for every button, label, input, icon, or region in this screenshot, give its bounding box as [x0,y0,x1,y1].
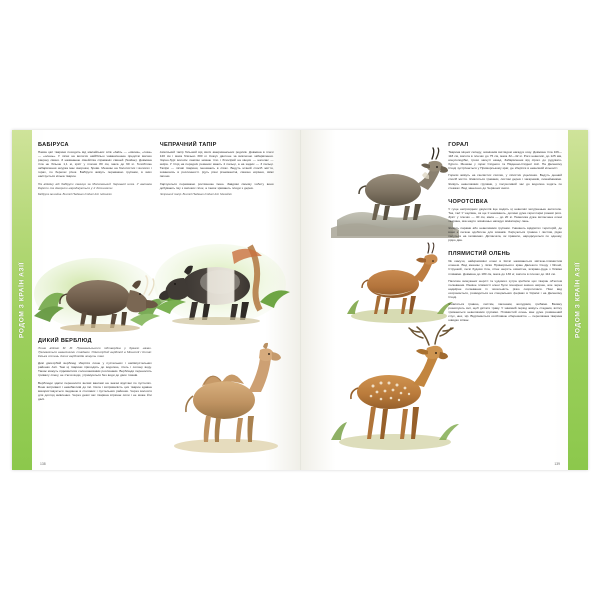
entry-title-spotted-deer: ПЛЯМИСТИЙ ОЛЕНЬ [448,251,511,258]
illustration-tapir [154,238,294,330]
right-page-body [327,142,563,452]
right-page [301,130,589,470]
caption-babirussa: Бабіруса звичайна. Вигляд Південно-Східної Азії. Індонезія [38,192,112,196]
left-page-column-1 [38,142,152,452]
entry-block-camel-text [38,338,152,404]
folio-left: 138 [40,462,46,466]
entry-title-tapir: ЧЕПРАЧНИЙ ТАПІР [159,142,217,148]
entry-text-camel-p3: Верблюди здатні переносити великі вантажі на значні відстані по пустелях. Вони витривалі і невибагливі до їжі. Сила і витривалість цих тварин здавна використовується людиною в степових і пустельних районах. Через волосся для догляд живлення. Через деякі час тварина втрачає сили і не може йти далі. [38,380,152,401]
illustration-spotted-deer [327,328,463,458]
right-running-head-tab [568,130,588,470]
left-page [12,130,301,470]
entry-text-tapir-p1: Азіатський тапір більший від своїх американських родичів. Довжина в плечі 120 см і маса близько 300 кг. Кожух двотоне за виключно забарвлення. Чорно-бурі волосіє ламляє нижню тіло і білосірий на кінцях — наголас — шкіра. У Схід на передніх ременях мають 4 пальці, а на задніх — 3 пальці. Тапіри — лісові тварини, мешкають в лісах. Ведуть нічний спосіб життя, ховаючись в рослинності. Ідуть різні різноманітні, смачно коріння, свіжі пагони. [159,150,274,179]
left-page-column-2 [160,142,274,452]
entry-title-camel: ДИКИЙ ВЕРБЛЮД [38,338,92,344]
entry-text-babirussa-p2: На відміну від бабіруси самиця за Московський Черевної носа. У ватажа Європи та Америки народжується у 2 дітинчати. [38,181,152,190]
entry-text-camel-p2: Дикі двогорбий верблюд зберігся лише у пустельних і напівпустельних районах Азії. Там ці тварини приходять до водопою, п'ють і солону воду. Також можуть підживитися солончаковими рослинами. Верблюди переносять тривалу спеку, не п'ючи води, утримуються без води до двох тижнів. [38,361,152,378]
caption-tapir: Чепрачний тапір. Вигляд Південно-Східної Азії. Малайзія [159,192,232,196]
left-running-head-tab [12,130,32,470]
illustration-chaus [341,242,459,328]
entry-text-chaus-p1: У гуще непрохідних джунглів іще водять ці невеликі чепурненьке антилопе. Так, так! У чаусвин, як ще її називають, долини дуже гарні парні рожеві роги. Зріст у плечах — 40 см, маса — до 20 кг. Невелика дуже витончена олені тварина, яка надто зовнішньо нагадує мініатюрну лань. [448,206,562,223]
entry-text-goral-p1: Тварина міцної складу, зовнішнім виглядом нагадує козу. Довжина тіла 106—118 см, висота в плечах до 75 см, маса 32—42 кг. Роги невеликі, до 125 мм, конусоподібні, трохи загнуті назад. Забарвлення від сірого до рудувато-бурого. Мешкає у горах Східного та Південно-Східної Азії. На Далекому Сході зустрічається у Приморському краї, де зберігся в невеликій кількості. [448,150,562,171]
entry-text-tapir-p2: Харчуються переважно рослинною їжею. Завдяки своєму хоботу вони добувають їжу з високих гілок, а також зривають плоди з дерев. [159,181,274,190]
right-page-column-1 [327,142,441,452]
book-spread [12,130,588,470]
entry-title-goral: ГОРАЛ [448,142,469,148]
entry-text-goral-p2: Горали живуть на скелястих схилах, у лісистих ущелинах. Ведуть денний спосіб життя. Живляться травами, листям дерев і чагарників, лишайниками. Живуть невеликими групами, у посушливий час до водопою ходять по стежках. Вид занесено до Червоної книги. [448,173,562,190]
entry-title-chaus: ЧОРОТСІВКА [448,198,489,205]
running-head-right: РОДОМ З КРАЇН АЗІЇ [574,262,582,338]
entry-title-babirussa: БАБІРУСА [38,142,69,148]
folio-right: 139 [554,462,560,466]
illustration-camel [164,338,290,458]
illustration-goral [331,146,459,238]
entry-text-spotted-deer-p2: Наличие вишуканої шерсті та чудового хутра зробило цих тварин об'єктом полювання. Раніше плямисті олені були поширені значно ширше, але через надмірне полювання їх чисельність різко скоротилася. Нині вид охороняється, розводиться на спеціальних фермах в Україні і на Далекому Сході. [448,278,562,299]
entry-text-babirussa-p1: Назва цієї тварини походить від малайських слів «babi» — «свиня», «rusa» — «олень». У лісах на вологих наїйбільш чаваниченню предстаі високо раціону свиня. З назваанню сімейства справжніх свиней (Suidae). Довжина тіла не більше 1,1 м, зріст у плечах 80 см, маса до 90 кг. Голобілою забарвлення шкурка має зморшки, брови. Мешкає на болотистих і вологих і горах, по берегах річок. Бабіруси живуть переважно групами, в яких налічується кілька тварин. [38,150,152,179]
entry-text-spotted-deer-p3: Живляться травою, листям, пагонами, жолудями, грибами. Взимку розкопують сніг, щоб дістати траву. У зимовий період живуть стадами, влітку тримаються невеликими групами. Плямистий олень має дуже розвинений слух, нюх, зір. Відрізняється особливою обережністю — перелякана тварина швидко втікає. [448,302,562,323]
right-page-column-2 [448,142,562,452]
entry-text-spotted-deer-p1: Як кажучи, найкрасивіші олені в Китаї називаються квіткою-плямистим оленем. Вид мешкає у лісах Приморського краю Далекого Сходу і Японії, Стрункий, легкі будови тіла, літнє шерсть охвистна, яскраво-руда з білими плямами. Довжина до 180 см, маса до 130 кг, висота в плечах до 112 см. [448,259,562,276]
left-page-body [38,142,274,452]
entry-text-camel-p1: Лише відомо М. М. Пржевальського підтвердив у бувало назви. Тримаються невеликими стадами. Одногорбий верблюд в Монголії і Китаї. Кілька сотень диких верблюдів живуть там. [38,346,152,359]
running-head-left: РОДОМ З КРАЇН АЗІЇ [18,262,26,338]
entry-text-chaus-p2: Живуть парами або невеликими групами. Уникають відкритих територій, де вони є легкою здобиччю для хижаків. Харчуються травою і листям, рідко пасуться на галявинах. Дитинчата, як правило, народжуються по одному, рідко два. [448,226,562,243]
